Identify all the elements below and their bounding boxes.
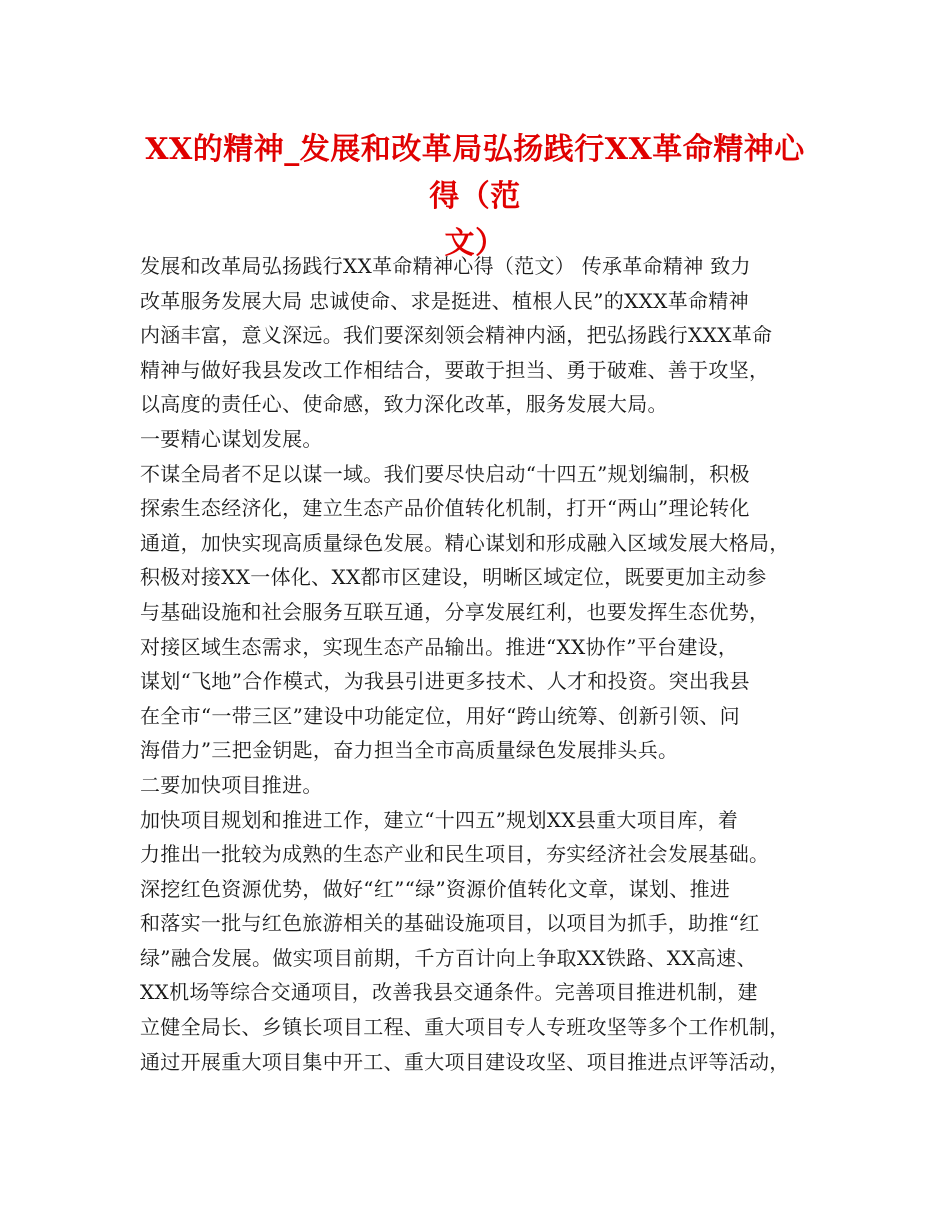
body-line: 以高度的责任心、使命感，致力深化改革，服务发展大局。 [140, 392, 668, 417]
title-line-2: 文） [444, 226, 506, 261]
body-line: 立健全局长、乡镇长项目工程、重大项目专人专班攻坚等多个工作机制， [140, 1015, 790, 1040]
body-line: 在全市“一带三区”建设中功能定位，用好“跨山统筹、创新引领、问 [140, 703, 740, 728]
body-line: 不谋全局者不足以谋一域。我们要尽快启动“十四五”规划编制，积极 [140, 461, 750, 486]
body-line: 谋划“飞地”合作模式，为我县引进更多技术、人才和投资。突出我县 [140, 669, 750, 694]
section-heading-2: 二要加快项目推进。 [140, 772, 323, 797]
body-line: 积极对接XX一体化、XX都市区建设，明晰区域定位，既要更加主动参 [140, 565, 767, 590]
body-line: 海借力”三把金钥匙，奋力担当全市高质量绿色发展排头兵。 [140, 738, 679, 763]
body-line: 深挖红色资源优势，做好“红”“绿”资源价值转化文章，谋划、推进 [140, 876, 731, 901]
body-line: 和落实一批与红色旅游相关的基础设施项目，以项目为抓手，助推“红 [140, 911, 760, 936]
body-line: XX机场等综合交通项目，改善我县交通条件。完善项目推进机制，建 [140, 980, 758, 1005]
body-line: 绿”融合发展。做实项目前期，千方百计向上争取XX铁路、XX高速、 [140, 945, 757, 970]
body-line: 改革服务发展大局 忠诚使命、求是挺进、植根人民”的XXX革命精神 [140, 288, 749, 313]
title-line-1: XX的精神_发展和改革局弘扬践行XX革命精神心得（范 [145, 132, 805, 214]
body-line: 探索生态经济化，建立生态产品价值转化机制，打开“两山”理论转化 [140, 496, 750, 521]
section-heading-1: 一要精心谋划发展。 [140, 426, 323, 451]
body-line: 加快项目规划和推进工作，建立“十四五”规划XX县重大项目库，着 [140, 807, 739, 832]
body-line: 力推出一批较为成熟的生态产业和民生项目，夯实经济社会发展基础。 [140, 842, 770, 867]
body-line: 对接区域生态需求，实现生态产品输出。推进“XX协作”平台建设， [140, 634, 739, 659]
body-line: 通过开展重大项目集中开工、重大项目建设攻坚、项目推进点评等活动， [140, 1049, 790, 1074]
document-title [130, 126, 820, 267]
body-line: 发展和改革局弘扬践行XX革命精神心得（范文） 传承革命精神 致力 [140, 254, 751, 278]
body-line: 内涵丰富，意义深远。我们要深刻领会精神内涵，把弘扬践行XXX革命 [140, 323, 773, 348]
body-line: 精神与做好我县发改工作相结合，要敢于担当、勇于破难、善于攻坚， [140, 357, 770, 382]
document-body [140, 249, 820, 1079]
body-line: 与基础设施和社会服务互联互通，分享发展红利，也要发挥生态优势， [140, 599, 770, 624]
body-line: 通道，加快实现高质量绿色发展。精心谋划和形成融入区域发展大格局， [140, 530, 790, 555]
